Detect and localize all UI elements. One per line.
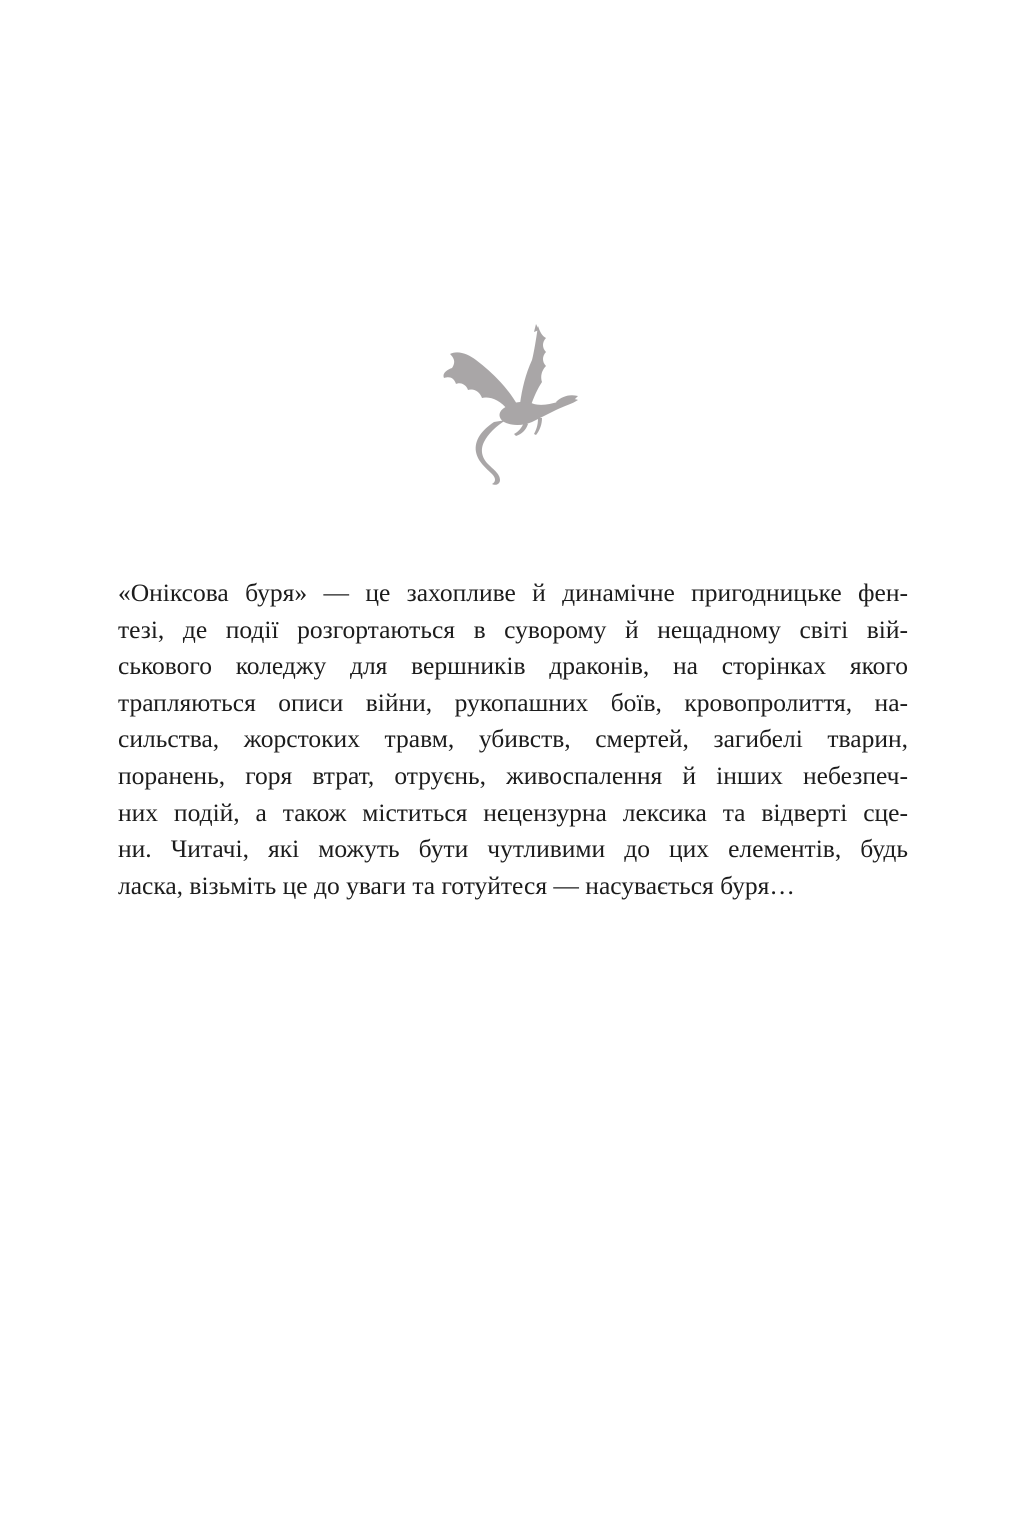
warning-line: трапляються описи війни, рукопашних боїв, кровопролиття, на- xyxy=(118,687,908,717)
warning-line: ськового коледжу для вершників драконів, на сторінках якого xyxy=(118,651,908,681)
warning-line: тезі, де події розгортаються в суворому й нещадному світі вій- xyxy=(118,614,908,644)
warning-line: ласка, візьміть це до уваги та готуйтеся — насувається буря… xyxy=(118,870,795,900)
warning-line: ни. Читачі, які можуть бути чутливими до цих елементів, будь xyxy=(118,834,908,864)
warning-line: «Оніксова буря» — це захопливе й динамічне пригодницьке фен- xyxy=(118,578,908,607)
warning-line: поранень, горя втрат, отруєнь, живоспалення й інших небезпеч- xyxy=(118,760,908,790)
dragon-icon xyxy=(438,318,580,488)
content-warning-text xyxy=(118,575,908,904)
warning-line: них подій, а також міститься нецензурна лексика та відверті сце- xyxy=(118,797,908,827)
warning-line: сильства, жорстоких травм, убивств, смертей, загибелі тварин, xyxy=(118,724,908,754)
